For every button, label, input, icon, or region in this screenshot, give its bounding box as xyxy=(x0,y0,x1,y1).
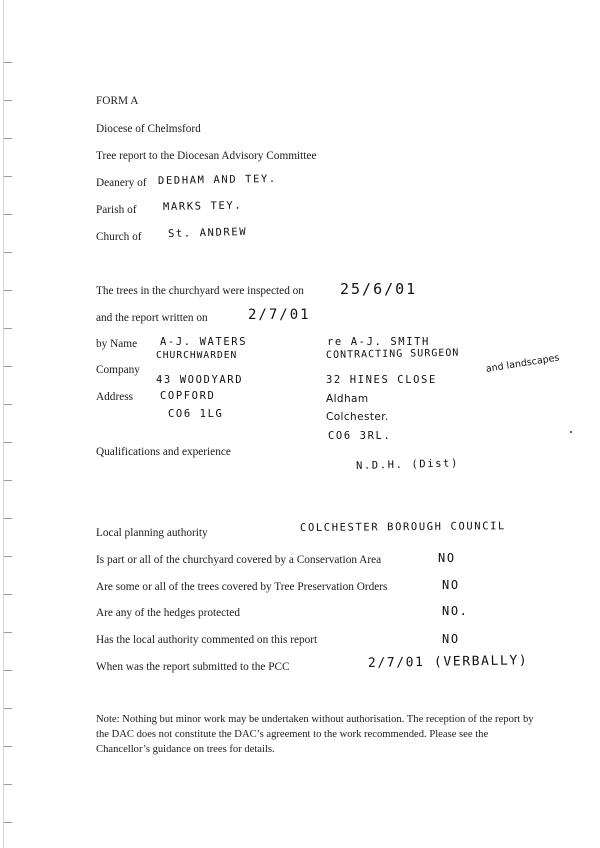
binding-margin xyxy=(0,0,14,848)
person2-address-1: 32 HINES CLOSE xyxy=(326,374,437,386)
person2-qualification: N.D.H. (Dist) xyxy=(355,457,460,472)
deanery-value: DEDHAM AND TEY. xyxy=(157,172,277,187)
ink-dot xyxy=(570,431,572,433)
address-label: Address xyxy=(96,391,134,403)
punch-mark xyxy=(4,556,12,557)
punch-mark xyxy=(4,252,12,253)
question-hedges: Are any of the hedges protected xyxy=(96,607,240,619)
answer-tpo: NO xyxy=(442,578,460,592)
person2-address-2: Aldham xyxy=(326,393,369,405)
question-tpo: Are some or all of the trees covered by Tree Preservation Orders xyxy=(96,581,388,593)
person2-name: re A-J. SMITH xyxy=(327,336,430,348)
parish-label: Parish of xyxy=(96,204,137,216)
person1-company: CHURCHWARDEN xyxy=(156,350,238,361)
answer-local-authority: NO xyxy=(442,632,460,646)
punch-mark xyxy=(4,290,12,291)
person1-address-3: CO6 1LG xyxy=(168,408,224,420)
punch-mark xyxy=(4,404,12,405)
punch-mark xyxy=(4,176,12,177)
name-label: by Name xyxy=(96,338,138,350)
church-label: Church of xyxy=(96,231,142,243)
binding-rule xyxy=(3,0,4,848)
punch-mark xyxy=(4,366,12,367)
person1-address-1: 43 WOODYARD xyxy=(156,374,244,386)
question-local-authority: Has the local authority commented on this report xyxy=(96,634,318,646)
planning-label: Local planning authority xyxy=(96,527,208,539)
punch-mark xyxy=(4,518,12,519)
person2-address-3: Colchester. xyxy=(326,411,389,423)
planning-value: COLCHESTER BOROUGH COUNCIL xyxy=(299,520,507,534)
punch-mark xyxy=(4,708,12,709)
punch-mark xyxy=(4,632,12,633)
person2-address-4: CO6 3RL. xyxy=(328,430,392,442)
written-label: and the report written on xyxy=(96,312,208,324)
question-conservation: Is part or all of the churchyard covered by a Conservation Area xyxy=(96,554,382,566)
person1-address-2: COPFORD xyxy=(160,390,216,402)
punch-mark xyxy=(4,822,12,823)
company-label: Company xyxy=(96,364,140,376)
footnote: Note: Nothing but minor work may be undertaken without authorisation. The reception of the report by the DAC does not constitute the DAC’s agreement to the work recommended. Please see the Chancellor’s guidance on trees for details. xyxy=(96,714,534,755)
inspected-label: The trees in the churchyard were inspected on xyxy=(96,285,304,297)
punch-mark xyxy=(4,594,12,595)
punch-mark xyxy=(4,62,12,63)
form-title: FORM A xyxy=(96,95,139,107)
punch-mark xyxy=(4,214,12,215)
punch-mark xyxy=(4,100,12,101)
punch-mark xyxy=(4,328,12,329)
written-date: 2/7/01 xyxy=(248,307,311,323)
church-value: St. ANDREW xyxy=(167,225,248,240)
punch-mark xyxy=(4,442,12,443)
report-title: Tree report to the Diocesan Advisory Committee xyxy=(96,150,317,162)
question-pcc: When was the report submitted to the PCC xyxy=(96,661,290,673)
punch-mark xyxy=(4,138,12,139)
inspected-date: 25/6/01 xyxy=(340,280,418,298)
deanery-label: Deanery of xyxy=(96,177,147,189)
answer-pcc: 2/7/01 (VERBALLY) xyxy=(367,653,529,671)
punch-mark xyxy=(4,784,12,785)
punch-mark xyxy=(4,746,12,747)
person2-company-extra: and landscapes xyxy=(485,352,561,375)
person1-name: A-J. WATERS xyxy=(160,336,248,348)
person2-company: CONTRACTING SURGEON xyxy=(325,347,460,361)
qualifications-label: Qualifications and experience xyxy=(96,446,231,458)
answer-hedges: NO. xyxy=(442,604,469,618)
parish-value: MARKS TEY. xyxy=(162,199,243,213)
diocese-name: Diocese of Chelmsford xyxy=(96,123,201,135)
punch-mark xyxy=(4,480,12,481)
punch-mark xyxy=(4,670,12,671)
answer-conservation: NO xyxy=(438,551,456,565)
